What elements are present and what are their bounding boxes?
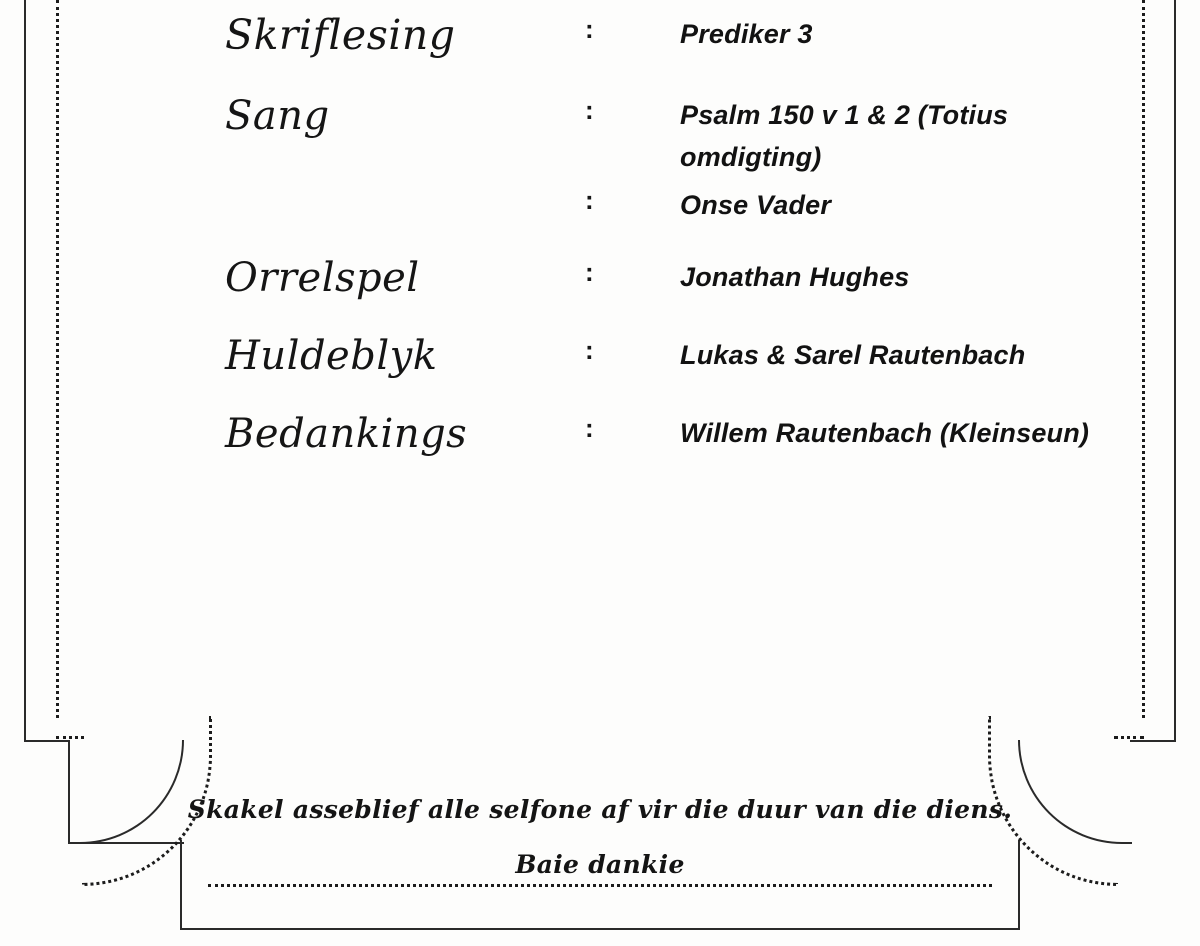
row-value: Psalm 150 v 1 & 2 (Totius omdigting) <box>680 100 1009 172</box>
row-colon: : <box>585 256 594 287</box>
row-colon: : <box>585 412 594 443</box>
row-label <box>225 185 585 257</box>
row-value: Onse Vader <box>680 189 832 220</box>
row-colon: : <box>585 334 594 365</box>
table-row <box>225 257 1155 335</box>
row-label: Huldeblyk <box>225 332 438 379</box>
row-value: Lukas & Sarel Rautenbach <box>680 339 1026 370</box>
footer-note-thanks: Baie dankie <box>515 850 685 879</box>
table-row <box>225 14 1155 95</box>
footer-note-phones: Skakel asseblief alle selfone af vir die duur van die diens. <box>187 795 1013 824</box>
row-value: Willem Rautenbach (Kleinseun) <box>680 417 1090 448</box>
table-row <box>225 335 1155 413</box>
table-row <box>225 413 1155 455</box>
table-row <box>225 185 1155 257</box>
row-label: Skriflesing <box>225 11 456 59</box>
row-label: Orrelspel <box>225 254 420 301</box>
row-label: Sang <box>225 93 330 140</box>
row-colon: : <box>585 184 594 215</box>
row-value: Jonathan Hughes <box>680 261 910 292</box>
table-row <box>225 95 1155 185</box>
row-value: Prediker 3 <box>680 19 813 49</box>
row-label: Bedankings <box>225 410 468 457</box>
row-colon: : <box>585 14 594 44</box>
row-colon: : <box>585 95 594 126</box>
order-of-service-table <box>225 11 1155 457</box>
